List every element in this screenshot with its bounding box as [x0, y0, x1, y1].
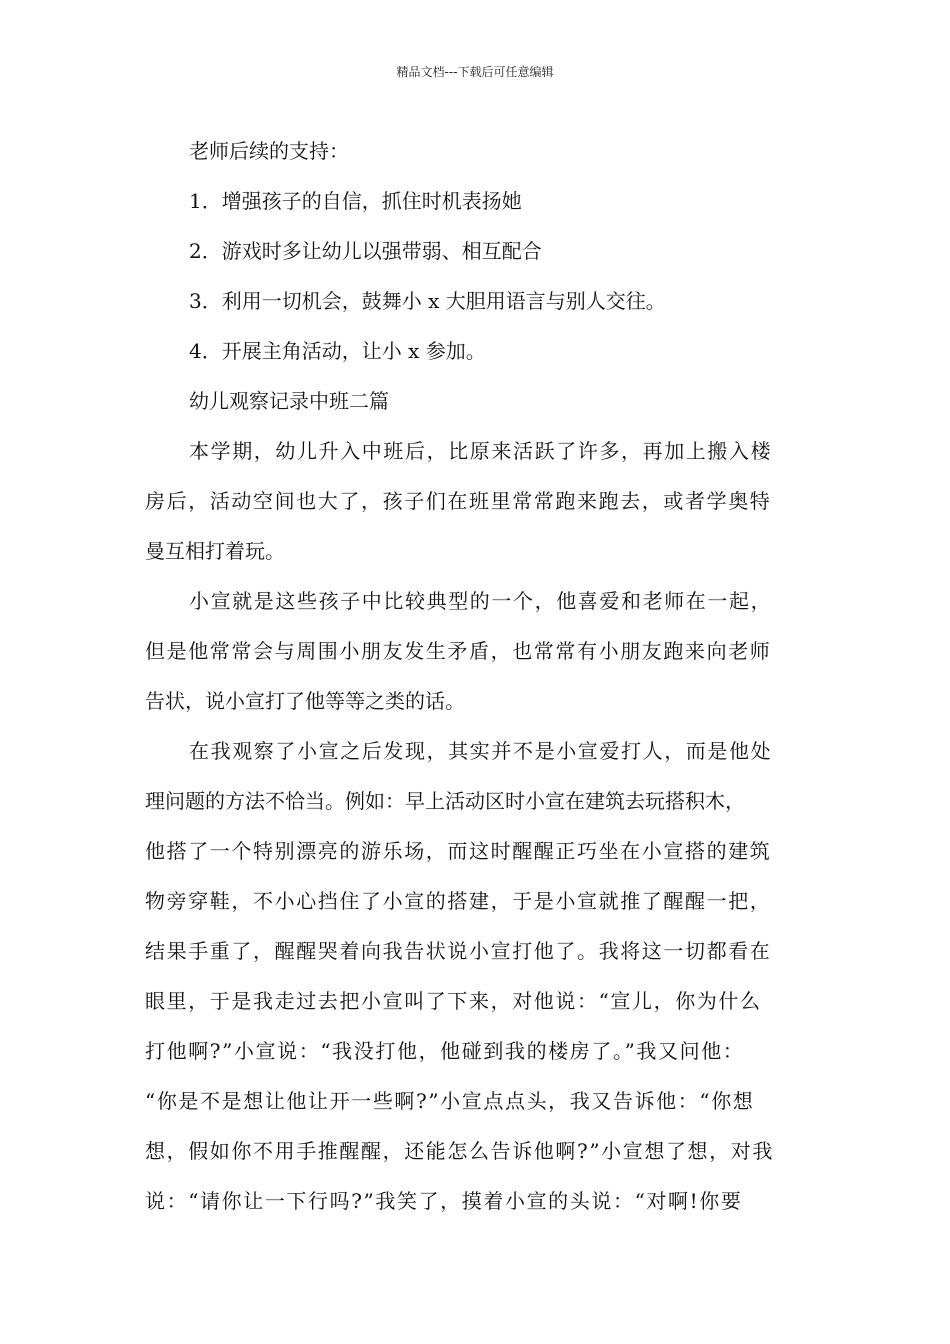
paragraph-line: 告状，说小宣打了他等等之类的话。 — [145, 689, 465, 713]
paragraph-line: 在我观察了小宣之后发现，其实并不是小宣爱打人，而是他处 — [189, 739, 773, 763]
paragraph-line: 房后，活动空间也大了，孩子们在班里常常跑来跑去，或者学奥特 — [145, 489, 772, 513]
paragraph-line: 但是他常常会与周围小朋友发生矛盾，也常常有小朋友跑来向老师 — [145, 639, 772, 663]
paragraph-line: “你是不是想让他让开一些啊?”小宣点点头，我又告诉他：“你想 — [145, 1089, 755, 1113]
paragraph-line: 眼里，于是我走过去把小宣叫了下来，对他说：“宣儿，你为什么 — [145, 989, 762, 1013]
section-heading-teacher-support: 老师后续的支持： — [189, 139, 349, 163]
paragraph-line: 曼互相打着玩。 — [145, 539, 285, 563]
list-item-4: 4．开展主角活动，让小 x 参加。 — [189, 339, 486, 363]
paragraph-line: 说：“请你让一下行吗?”我笑了，摸着小宣的头说：“对啊!你要 — [145, 1189, 743, 1213]
list-item-1: 1．增强孩子的自信，抓住时机表扬她 — [189, 189, 522, 213]
document-body — [145, 126, 815, 1226]
paragraph-line: 结果手重了，醒醒哭着向我告状说小宣打他了。我将这一切都看在 — [145, 939, 772, 963]
paragraph-line: 小宣就是这些孩子中比较典型的一个，他喜爱和老师在一起， — [189, 589, 773, 613]
list-item-3: 3．利用一切机会，鼓舞小 x 大胆用语言与别人交往。 — [189, 289, 666, 313]
paragraph-line: 物旁穿鞋，不小心挡住了小宣的搭建，于是小宣就推了醒醒一把， — [145, 889, 772, 913]
paragraph-line: 本学期，幼儿升入中班后，比原来活跃了许多，再加上搬入楼 — [189, 439, 773, 463]
paragraph-line: 他搭了一个特别漂亮的游乐场，而这时醒醒正巧坐在小宣搭的建筑 — [145, 839, 772, 863]
list-item-2: 2．游戏时多让幼儿以强带弱、相互配合 — [189, 239, 542, 263]
paragraph-line: 想，假如你不用手推醒醒，还能怎么告诉他啊?”小宣想了想，对我 — [145, 1139, 774, 1163]
page-header: 精品文档---下载后可任意编辑 — [396, 65, 554, 79]
section-title-observation-record: 幼儿观察记录中班二篇 — [189, 389, 389, 413]
paragraph-line: 理问题的方法不恰当。例如：早上活动区时小宣在建筑去玩搭积木， — [145, 789, 745, 813]
paragraph-line: 打他啊?”小宣说：“我没打他，他碰到我的楼房了。”我又问他： — [145, 1039, 745, 1063]
